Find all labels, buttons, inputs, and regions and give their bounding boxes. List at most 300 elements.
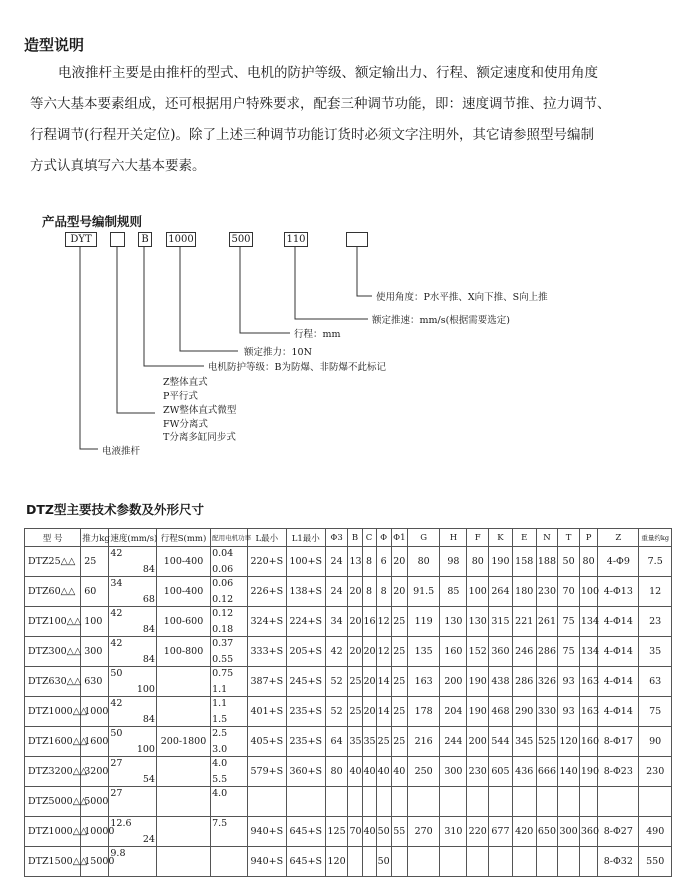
table-cell: 230 [467,757,489,787]
table-cell: DTZ60△△ [25,577,81,607]
table-cell: 4-Φ14 [598,637,639,667]
table-cell: 200 [467,727,489,757]
table-cell-value: 27 [110,788,123,799]
spec-table [24,528,672,877]
table-cell [440,787,467,817]
table-cell: 8-Φ32 [598,847,639,877]
table-cell [512,847,536,877]
table-cell-value: 24 [142,834,155,845]
table-cell [376,787,391,817]
table-cell-value: 0.75 [212,668,234,679]
table-cell: 14 [376,697,391,727]
table-cell: 579+S [247,757,286,787]
table-cell: 152 [467,637,489,667]
table-cell: 15000 [81,847,109,877]
table-cell: 4-Φ14 [598,697,639,727]
table-cell: 85 [440,577,467,607]
connector-stroke [240,247,290,333]
label-motor: 电机防护等级：B为防爆、非防爆不此标记 [208,362,386,373]
connector-force [180,247,238,351]
table-cell [489,847,513,877]
paragraph-line: 等六大基本要素组成，还可根据用户特殊要求，配套三种调节功能，即：速度调节推、拉力调节、 [30,96,611,112]
table-cell [109,697,157,727]
col-header: 配用电机功率 [211,529,248,547]
table-cell-value: 7.5 [212,818,228,829]
table-cell: 40 [391,757,407,787]
table-cell: 158 [512,547,536,577]
table-cell: 286 [512,667,536,697]
table-cell: 245+S [286,667,325,697]
table-cell: 40 [362,817,376,847]
table-cell [348,847,362,877]
col-header: N [536,529,558,547]
col-header: 行程S(mm) [156,529,210,547]
table-cell [211,667,248,697]
connector-angle [357,247,372,296]
table-cell: 226+S [247,577,286,607]
table-cell: 20 [391,577,407,607]
table-cell: 25 [391,727,407,757]
table-cell: 345 [512,727,536,757]
table-cell: 300 [440,757,467,787]
table-cell: 25 [348,667,362,697]
table-cell: 300 [558,817,580,847]
table-cell: 20 [348,577,362,607]
table-cell [391,787,407,817]
table-cell-value: 0.18 [212,624,234,635]
table-cell [109,667,157,697]
table-cell: 135 [407,637,439,667]
table-cell: 204 [440,697,467,727]
table-cell: 605 [489,757,513,787]
table-cell [512,787,536,817]
table-cell: 630 [81,667,109,697]
code-box-stroke: 500 [229,232,253,247]
label-type-t: T分离多缸同步式 [163,432,236,443]
label-force: 额定推力：10N [244,347,312,358]
table-cell: 324+S [247,607,286,637]
table-cell [467,787,489,817]
table-cell: 130 [467,607,489,637]
table-cell [109,577,157,607]
table-cell: 100 [579,577,597,607]
table-cell [407,847,439,877]
col-header: 型 号 [25,529,81,547]
table-cell-value: 50 [110,728,123,739]
table-cell [109,817,157,847]
table-cell [109,787,157,817]
table-cell: 405+S [247,727,286,757]
table-cell: 90 [639,727,672,757]
table-cell: 230 [639,757,672,787]
table-cell [211,817,248,847]
table-cell [211,757,248,787]
col-header: 推力kg [81,529,109,547]
table-cell-value: 42 [110,638,123,649]
table-cell: 188 [536,547,558,577]
table-cell [109,547,157,577]
table-cell [286,787,325,817]
table-cell [211,607,248,637]
table-cell: 220+S [247,547,286,577]
table-cell: 12 [376,637,391,667]
table-cell [156,787,210,817]
table-cell [362,847,376,877]
table-cell: 190 [467,697,489,727]
table-row [25,727,672,757]
table-cell-value: 84 [142,714,155,725]
table-cell: 120 [325,847,348,877]
table-cell-value: 54 [142,774,155,785]
table-cell-value: 42 [110,548,123,559]
table-row [25,607,672,637]
table-cell: DTZ1000△△ [25,817,81,847]
table-cell: 264 [489,577,513,607]
table-row [25,697,672,727]
connector-product [80,247,98,449]
table-cell: 50 [376,817,391,847]
table-cell: 160 [440,637,467,667]
table-cell [536,847,558,877]
table-cell-value: 2.5 [212,728,228,739]
table-cell: 6 [376,547,391,577]
table-cell [558,847,580,877]
table-cell: 438 [489,667,513,697]
table-cell: 80 [579,547,597,577]
table-cell [156,757,210,787]
table-cell: 3200 [81,757,109,787]
table-cell-value: 84 [142,654,155,665]
table-cell: 75 [639,697,672,727]
table-cell [362,787,376,817]
table-cell: 235+S [286,697,325,727]
table-cell: DTZ300△△ [25,637,81,667]
table-cell: 230 [536,577,558,607]
table-cell: 34 [325,607,348,637]
table-cell: 16 [362,607,376,637]
table-cell: 7.5 [639,547,672,577]
table-cell: 20 [362,637,376,667]
table-cell [247,787,286,817]
table-cell [639,787,672,817]
table-cell: 25 [348,697,362,727]
table-cell: 140 [558,757,580,787]
table-cell [325,787,348,817]
table-cell-value: 68 [142,594,155,605]
table-cell: 261 [536,607,558,637]
table-cell: 24 [325,577,348,607]
table-cell: 5000 [81,787,109,817]
table-cell: 25 [391,697,407,727]
table-cell: 525 [536,727,558,757]
table-cell: DTZ1000△△ [25,697,81,727]
table-cell: 20 [348,607,362,637]
table-row [25,847,672,877]
table-cell: 221 [512,607,536,637]
table-cell: 4-Φ14 [598,667,639,697]
table-cell: 163 [407,667,439,697]
label-speed: 额定推速：mm/s(根据需要选定) [372,315,511,326]
table-cell: 4-Φ13 [598,577,639,607]
col-header: C [362,529,376,547]
table-cell: 25 [376,727,391,757]
table-cell-value: 100 [136,744,155,755]
table-cell: 205+S [286,637,325,667]
table-cell: 14 [376,667,391,697]
table-cell: 93 [558,697,580,727]
label-type-zw: ZW整体直式微型 [163,405,237,416]
intro-paragraph [30,58,690,182]
table-cell: DTZ3200△△ [25,757,81,787]
table-cell: 93 [558,667,580,697]
col-header: G [407,529,439,547]
col-header: P [579,529,597,547]
table-cell [489,787,513,817]
table-cell [598,787,639,817]
label-angle: 使用角度：P水平推、X向下推、S向上推 [376,292,548,303]
table-cell: 25 [391,667,407,697]
model-rule-title: 产品型号编制规则 [42,214,143,229]
table-cell: 244 [440,727,467,757]
col-header: Φ [376,529,391,547]
label-type-p: P平行式 [163,391,198,402]
col-header: L1最小 [286,529,325,547]
table-cell: 270 [407,817,439,847]
table-cell: 35 [362,727,376,757]
col-header: F [467,529,489,547]
table-cell: 333+S [247,637,286,667]
table-cell: 387+S [247,667,286,697]
table-cell: DTZ25△△ [25,547,81,577]
table-cell: 650 [536,817,558,847]
code-box-prefix: DYT [65,232,97,247]
table-cell: 180 [512,577,536,607]
table-cell: 40 [348,757,362,787]
col-header: E [512,529,536,547]
table-cell: 20 [362,667,376,697]
table-cell: 100-800 [156,637,210,667]
table-cell: 286 [536,637,558,667]
table-cell: 50 [376,847,391,877]
table-cell: 645+S [286,817,325,847]
table-cell [440,847,467,877]
table-cell: 160 [579,727,597,757]
table-cell: 100 [81,607,109,637]
table-cell [109,847,157,877]
table-cell: 52 [325,697,348,727]
table-cell: 216 [407,727,439,757]
table-cell-value: 3.0 [212,744,228,755]
table-cell: 12 [639,577,672,607]
table-cell: 20 [348,637,362,667]
table-cell: 70 [348,817,362,847]
table-cell: 1000 [81,697,109,727]
table-cell: 91.5 [407,577,439,607]
table-cell: 10000 [81,817,109,847]
table-cell: 125 [325,817,348,847]
table-cell: 20 [391,547,407,577]
table-cell [109,607,157,637]
table-cell: DTZ5000△△ [25,787,81,817]
table-cell-value: 42 [110,698,123,709]
table-cell: 64 [325,727,348,757]
table-title: DTZ型主要技术参数及外形尺寸 [26,502,204,517]
table-cell-value: 0.04 [212,548,234,559]
connector-type [117,247,155,413]
table-cell: 8-Φ27 [598,817,639,847]
label-type-z: Z整体直式 [163,377,208,388]
table-header-row [25,529,672,547]
table-cell [348,787,362,817]
table-cell: 25 [81,547,109,577]
table-cell-value: 9.8 [110,848,126,859]
table-cell: 60 [81,577,109,607]
table-cell [156,817,210,847]
table-cell: 490 [639,817,672,847]
table-row [25,667,672,697]
table-cell: DTZ630△△ [25,667,81,697]
table-cell: 130 [440,607,467,637]
table-cell: 200 [440,667,467,697]
table-row [25,817,672,847]
col-header: T [558,529,580,547]
table-cell: 290 [512,697,536,727]
table-cell: 35 [348,727,362,757]
table-cell: 163 [579,667,597,697]
table-cell [156,667,210,697]
col-header: Φ1 [391,529,407,547]
table-cell: 8-Φ17 [598,727,639,757]
table-cell: 134 [579,607,597,637]
table-cell: 40 [362,757,376,787]
table-cell: 100-400 [156,547,210,577]
table-row [25,637,672,667]
table-row [25,787,672,817]
table-cell: 4-Φ9 [598,547,639,577]
table-cell [109,637,157,667]
table-cell: 940+S [247,817,286,847]
label-type-fw: FW分离式 [163,419,208,430]
table-cell: 360 [579,817,597,847]
table-cell: 100-600 [156,607,210,637]
table-cell: 20 [362,697,376,727]
table-cell [211,847,248,877]
table-cell: 360+S [286,757,325,787]
label-stroke: 行程：mm [294,329,341,340]
table-cell: 40 [376,757,391,787]
col-header: Φ3 [325,529,348,547]
table-cell: 224+S [286,607,325,637]
table-cell: 1600 [81,727,109,757]
table-cell [579,787,597,817]
table-cell-value: 1.1 [212,698,228,709]
table-cell-value: 84 [142,564,155,575]
table-cell: 315 [489,607,513,637]
table-cell: 550 [639,847,672,877]
table-cell [156,697,210,727]
table-row [25,757,672,787]
table-cell: 35 [639,637,672,667]
code-box-speed: 110 [284,232,308,247]
table-cell: 468 [489,697,513,727]
paragraph-line: 电液推杆主要是由推杆的型式、电机的防护等级、额定输出力、行程、额定速度和使用角度 [58,65,598,81]
col-header: 重量约kg [639,529,672,547]
table-cell-value: 1.5 [212,714,228,725]
table-cell: DTZ100△△ [25,607,81,637]
table-cell: 8-Φ23 [598,757,639,787]
table-cell [536,787,558,817]
table-cell: 360 [489,637,513,667]
label-product: 电液推杆 [102,446,141,457]
section-title: 造型说明 [24,36,85,54]
table-cell: 75 [558,637,580,667]
table-cell: DTZ1500△△ [25,847,81,877]
table-cell: 436 [512,757,536,787]
table-cell-value: 1.1 [212,684,228,695]
table-cell-value: 0.37 [212,638,234,649]
table-cell: 645+S [286,847,325,877]
col-header: K [489,529,513,547]
table-row [25,577,672,607]
table-cell [211,637,248,667]
table-cell: 13 [348,547,362,577]
table-cell: 55 [391,817,407,847]
table-cell: 8 [362,547,376,577]
table-cell-value: 5.5 [212,774,228,785]
table-cell: 544 [489,727,513,757]
table-cell [211,547,248,577]
table-cell: 50 [558,547,580,577]
table-cell: 4-Φ14 [598,607,639,637]
code-box-motor: B [138,232,152,247]
table-cell: 300 [81,637,109,667]
table-cell-value: 4.0 [212,758,228,769]
table-cell: 75 [558,607,580,637]
table-cell-value: 42 [110,608,123,619]
table-cell: 119 [407,607,439,637]
table-cell-value: 0.55 [212,654,234,665]
table-cell: 190 [579,757,597,787]
table-cell [211,577,248,607]
table-cell: 70 [558,577,580,607]
table-cell: 80 [407,547,439,577]
table-cell [407,787,439,817]
table-cell: 100 [467,577,489,607]
table-cell: 326 [536,667,558,697]
table-cell [156,847,210,877]
table-cell: 12 [376,607,391,637]
table-cell-value: 12.6 [110,818,132,829]
table-cell: 666 [536,757,558,787]
table-cell-value: 27 [110,758,123,769]
table-cell [558,787,580,817]
table-cell: 8 [362,577,376,607]
table-cell: 220 [467,817,489,847]
table-cell-value: 0.12 [212,594,234,605]
table-cell: DTZ1600△△ [25,727,81,757]
table-cell-value: 4.0 [212,788,228,799]
code-box-force: 1000 [166,232,196,247]
table-cell-value: 0.06 [212,578,234,589]
table-cell: 235+S [286,727,325,757]
col-header: B [348,529,362,547]
table-cell [211,697,248,727]
col-header: L最小 [247,529,286,547]
table-cell: 163 [579,697,597,727]
table-cell [391,847,407,877]
table-cell [109,727,157,757]
table-cell: 25 [391,637,407,667]
